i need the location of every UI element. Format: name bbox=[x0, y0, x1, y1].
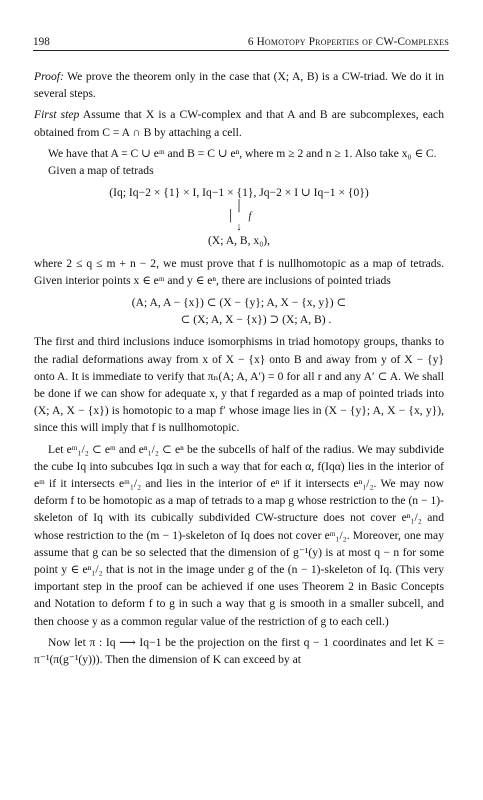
first-step-label: First step bbox=[34, 108, 80, 122]
chapter-title: 6 Homotopy Properties of CW-Complexes bbox=[247, 36, 449, 48]
page-number: 198 bbox=[33, 36, 50, 48]
inclusion-line-2: ⊂ (X; A, X − {x}) ⊃ (X; A, B) . bbox=[180, 313, 332, 327]
paragraph-first-third: The first and third inclusions induce isomorphisms in triad homotopy groups, thanks to the radial deformations away from x of X − {x} onto B and away from y of X − {y} onto A. It is immediate to verify that πₙ(A; A, A′) = 0 for all r and any A′ ⊂ A. We shall be done if we can show for adequate x, y that f regarded as a map of pointed triads into (X; A, X − {x}) is homotopic to a map f′ whose image lies in (X − {y}; A, X − {x, y}), since this will imply that f is nullhomotopic. bbox=[34, 335, 444, 435]
paragraph-we-have: We have that A = C ∪ eᵐ and B = C ∪ eⁿ, where m ≥ 2 and n ≥ 1. Also take x₀ ∈ C. bbox=[48, 146, 437, 160]
arrow-label: f bbox=[248, 211, 252, 223]
paragraph-let: Let eᵐ₁/₂ ⊂ eᵐ and eⁿ₁/₂ ⊂ eⁿ be the subcells of half of the radius. We may subdivide the cube Iq into subcubes Iqα in such a way that for each α, f(Iqα) lies in the interior of eᵐ if it intersects eᵐ₁/₂ and lies in the interior of eⁿ if it intersects eⁿ₁/₂. We may now deform f to be homotopic as a map of tetrads to a map g whose restriction to the (n − 1)-skeleton of Iq with its cubically subdivided CW-structure does not cover eⁿ₁/₂ and whose restriction to the (m − 1)-skeleton of Iq does not cover eᵐ₁/₂. Moreover, one may assume that g can be so selected that the dimension of g⁻¹(y) is at most q − n for some point y ∈ eⁿ₁/₂ that is not in the image under g of the (n − 1)-skeleton of Iq. (This very important step in the proof can be achieved if one uses Theorem 2 in Basic Concepts and Notation to deform f to g in such a way that g is smooth in a smaller subcell, and then choose y as a common regular value of the restriction of g to each cell.) bbox=[34, 442, 444, 628]
page-body bbox=[34, 68, 444, 668]
down-arrow-icon: │ │ f ↓ bbox=[226, 200, 252, 234]
paragraph-given: Given a map of tetrads bbox=[48, 164, 154, 178]
tetrad-source: (Iq; Iq−2 × {1} × I, Iq−1 × {1}, Jq−2 × I ∪ Iq−1 × {0}) bbox=[109, 186, 369, 200]
first-step-text: Assume that X is a CW-complex and that A and B are subcomplexes, each obtained from C = A ∩ B by attaching a cell. bbox=[34, 108, 444, 139]
proof-label: Proof: bbox=[34, 70, 64, 83]
proof-text: We prove the theorem only in the case that (X; A, B) is a CW-triad. We do it in several steps. bbox=[34, 70, 444, 101]
running-header bbox=[33, 36, 449, 51]
paragraph-now-let: Now let π : Iq ⟶ Iq−1 be the projection on the first q − 1 coordinates and let K = π⁻¹(π(g⁻¹(y))). Then the dimension of K can exceed by at bbox=[34, 635, 444, 667]
paragraph-where: where 2 ≤ q ≤ m + n − 2, we must prove that f is nullhomotopic as a map of tetrads. Given interior points x ∈ eᵐ and y ∈ eⁿ, there are inclusions of pointed triads bbox=[34, 256, 444, 287]
tetrad-target: (X; A, B, x₀), bbox=[207, 234, 270, 248]
tetrad-map-display bbox=[34, 184, 444, 249]
first-step-paragraph bbox=[34, 106, 444, 140]
proof-paragraph bbox=[34, 68, 444, 102]
inclusion-line-1: (A; A, A − {x}) ⊂ (X − {y}; A, X − {x, y}) ⊂ bbox=[131, 296, 347, 310]
